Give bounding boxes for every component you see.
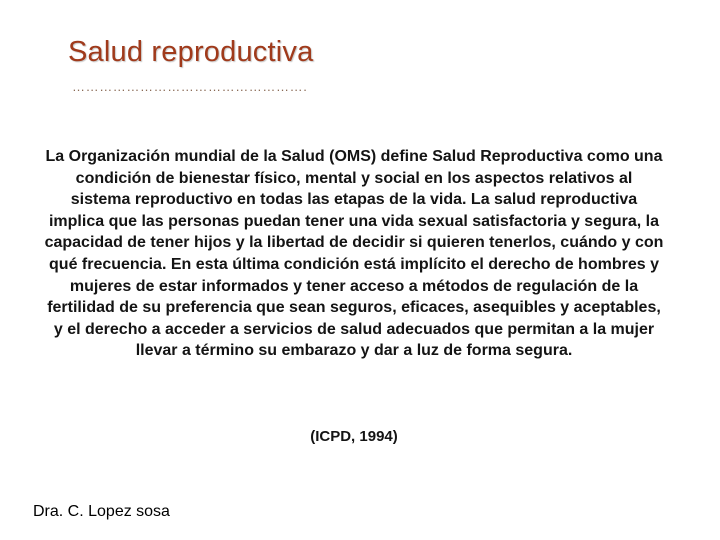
- author-name: Dra. C. Lopez sosa: [33, 503, 170, 520]
- slide-title: Salud reproductiva: [68, 36, 314, 68]
- title-dotted-divider: …………………………………………….: [72, 79, 308, 94]
- definition-paragraph: La Organización mundial de la Salud (OMS) define Salud Reproductiva como una condición de bienestar físico, mental y social en los aspectos relativos al sistema reproductivo en todas las etapas de la vida. La salud reproductiva implica que las personas puedan tener una vida sexual satisfactoria y segura, la capacidad de tener hijos y la libertad de decidir si quieren tenerlos, cuándo y con qué frecuencia. En esta última condición está implícito el derecho de hombres y mujeres de estar informados y tener acceso a métodos de regulación de la fertilidad de su preferencia que sean seguros, eficaces, asequibles y aceptables, y el derecho a acceder a servicios de salud adecuados que permitan a la mujer llevar a término su embarazo y dar a luz de forma segura.: [44, 148, 664, 360]
- citation: (ICPD, 1994): [310, 428, 398, 445]
